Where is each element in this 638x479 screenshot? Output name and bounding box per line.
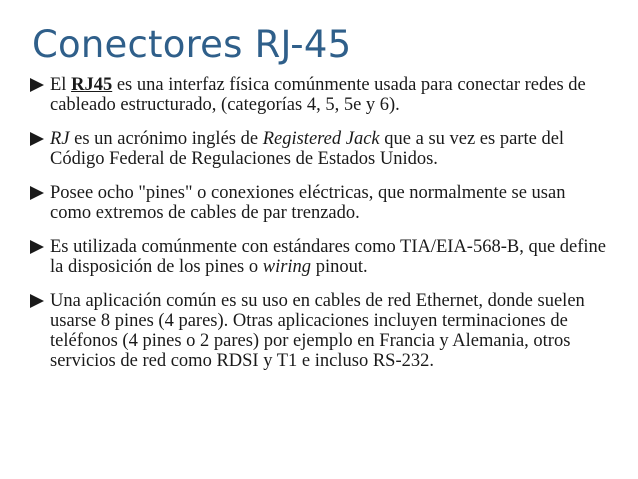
triangle-bullet-icon [30, 186, 44, 200]
triangle-bullet-icon [30, 240, 44, 254]
bullet-text: El [50, 75, 72, 95]
bullet-item [30, 291, 610, 371]
bullet-item [30, 75, 610, 115]
bullet-text: que a su vez es parte del Código Federal de Regulaciones de Estados Unidos. [50, 129, 565, 169]
slide-title: Conectores RJ-45 [32, 23, 352, 66]
bullet-text: pinout. [311, 257, 368, 277]
bullet-text: Una aplicación común es su uso en cables de red Ethernet, donde suelen usarse 8 pines (4 pares). Otras aplicaciones incluyen terminaciones de teléfonos (4 pines o 2 pares) por ejemplo en Francia y Alemania, otros servicios de red como RDSI y T1 e incluso RS-232. [50, 291, 585, 371]
rj45-term: RJ45 [71, 75, 113, 95]
bullet-item [30, 237, 610, 277]
rj-term: RJ [50, 129, 70, 149]
bullet-list [30, 75, 610, 371]
bullet-text: es una interfaz física comúnmente usada para conectar redes de cableado estructurado, (categorías 4, 5, 5e y 6). [50, 75, 586, 115]
triangle-bullet-icon [30, 132, 44, 146]
bullet-item [30, 129, 610, 169]
bullet-text: Posee ocho "pines" o conexiones eléctricas, que normalmente se usan como extremos de cables de par trenzado. [50, 183, 566, 223]
wiring-term: wiring [262, 257, 312, 277]
registered-jack-term: Registered Jack [262, 129, 380, 149]
bullet-text: Es utilizada comúnmente con estándares como TIA/EIA-568-B, que define la disposición de los pines o [50, 237, 607, 277]
bullet-text: es un acrónimo inglés de [69, 129, 263, 149]
triangle-bullet-icon [30, 294, 44, 308]
bullet-item [30, 183, 610, 223]
triangle-bullet-icon [30, 78, 44, 92]
